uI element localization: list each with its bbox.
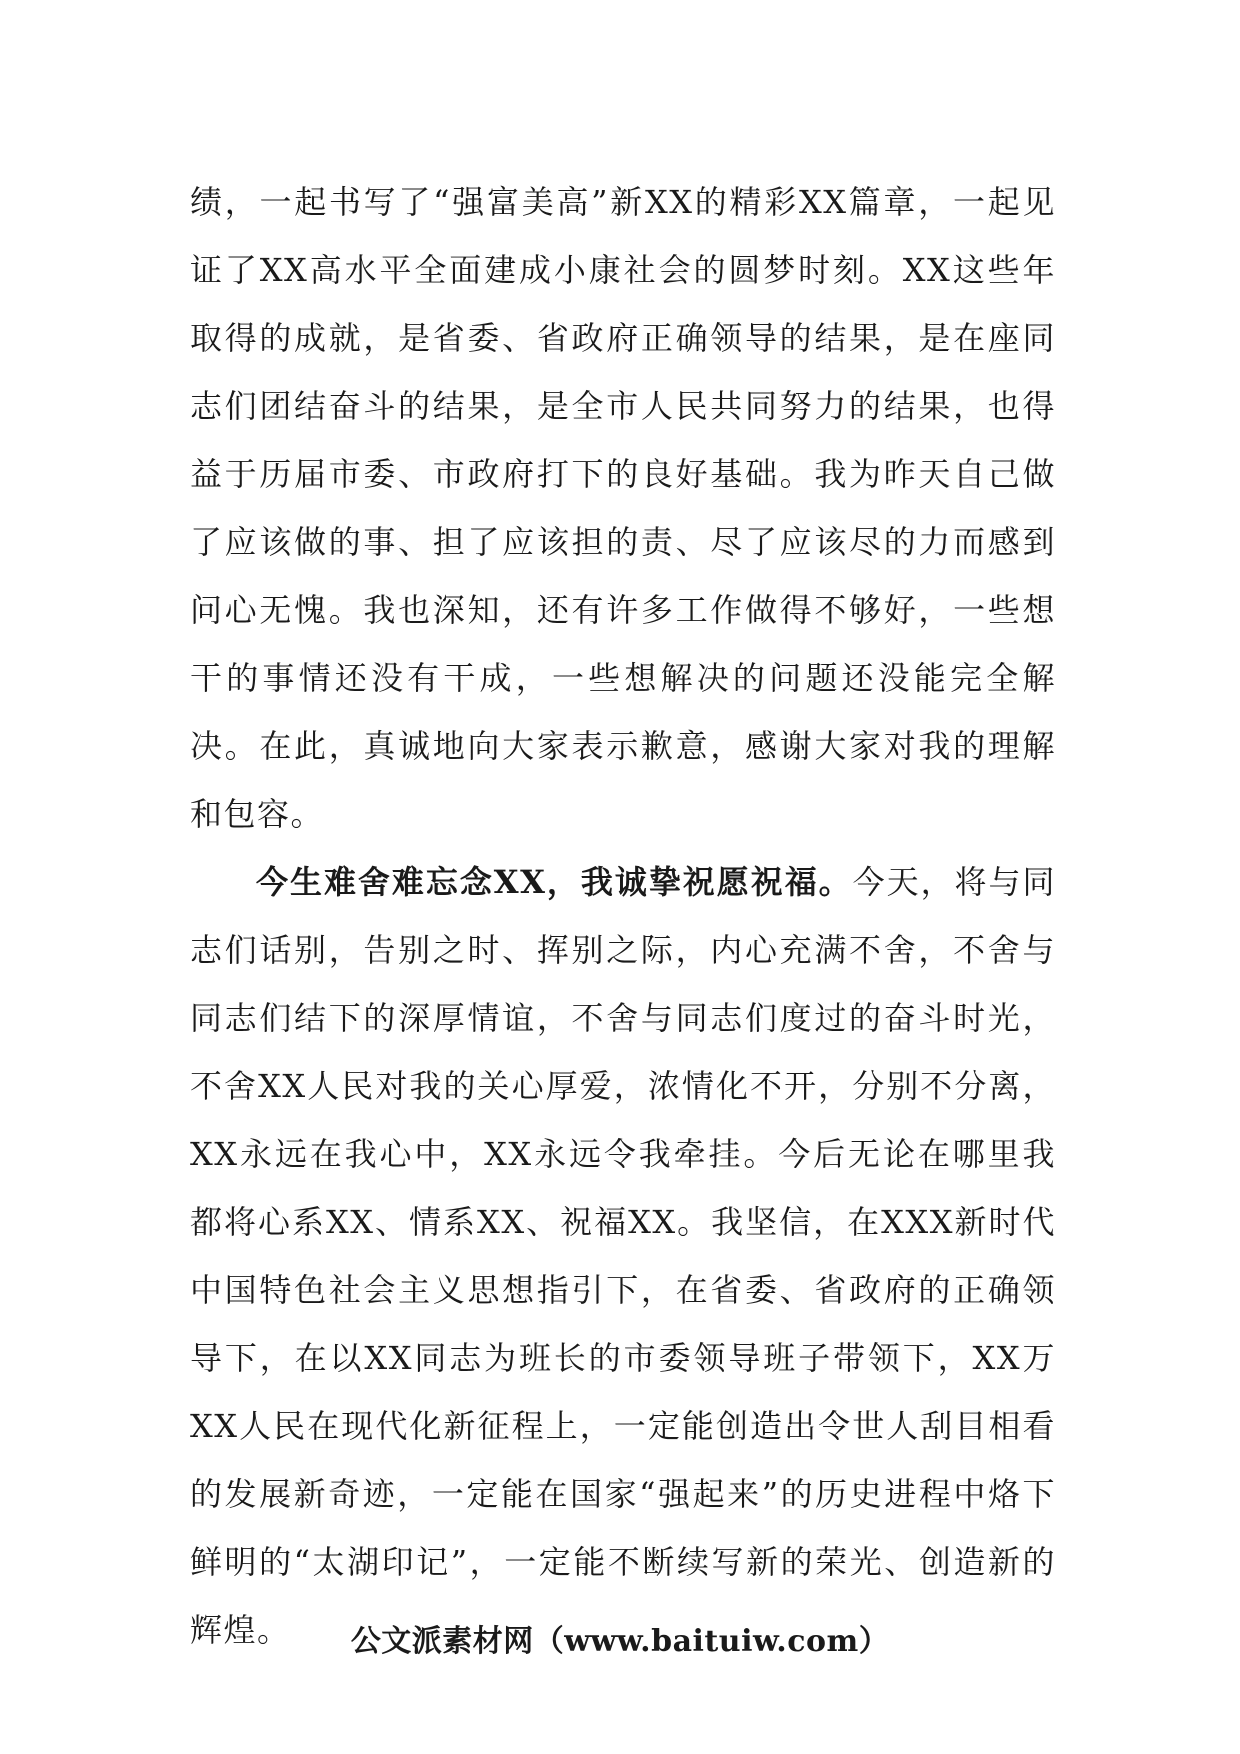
paragraph-continued: 绩，一起书写了“强富美高”新XX的精彩XX篇章，一起见证了XX高水平全面建成小康社会的圆梦时刻。XX这些年取得的成就，是省委、省政府正确领导的结果，是在座同志们团结奋斗的结果，是全市人民共同努力的结果，也得益于历届市委、市政府打下的良好基础。我为昨天自己做了应该做的事、担了应该担的责、尽了应该尽的力而感到问心无愧。我也深知，还有许多工作做得不够好，一些想干的事情还没有干成，一些想解决的问题还没能完全解决。在此，真诚地向大家表示歉意，感谢大家对我的理解和包容。 <box>190 183 1056 833</box>
paragraph-body-text: 今天，将与同志们话别，告别之时、挥别之际，内心充满不舍，不舍与同志们结下的深厚情谊，不舍与同志们度过的奋斗时光，不舍XX人民对我的关心厚爱，浓情化不开，分别不分离，XX永远在我心中，XX永远令我牵挂。今后无论在哪里我都将心系XX、情系XX、祝福XX。我坚信，在XXX新时代中国特色社会主义思想指引下，在省委、省政府的正确领导下，在以XX同志为班长的市委领导班子带领下，XX万XX人民在现代化新征程上，一定能创造出令世人刮目相看的发展新奇迹，一定能在国家“强起来”的历史进程中烙下鲜明的“太湖印记”，一定能不断续写新的荣光、创造新的辉煌。 <box>190 863 1056 1649</box>
paragraph-farewell <box>190 848 1056 1664</box>
document-body <box>190 168 1056 1664</box>
footer-source: 公文派素材网（www.baituiw.com） <box>350 1624 890 1659</box>
paragraph-lead-heading: 今生难舍难忘念XX，我诚挚祝愿祝福。 <box>256 863 853 901</box>
